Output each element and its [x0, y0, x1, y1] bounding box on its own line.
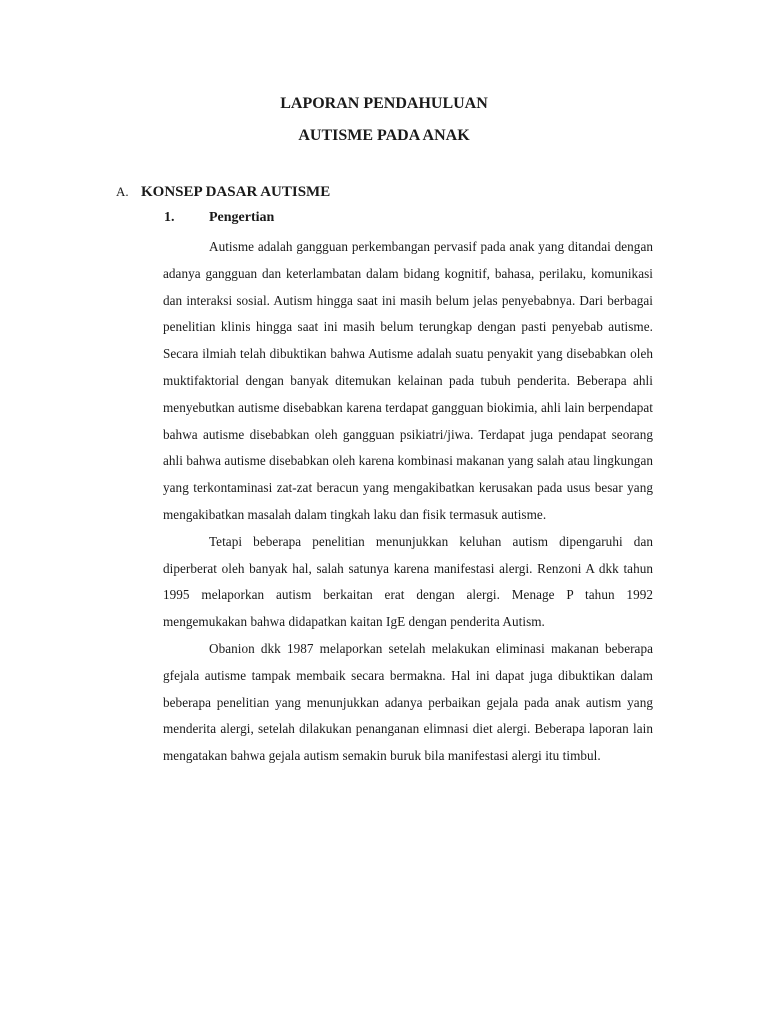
subsection-heading — [164, 208, 274, 228]
paragraph-2: Tetapi beberapa penelitian menunjukkan keluhan autism dipengaruhi dan diperberat oleh banyak hal, salah satunya karena manifestasi alergi. Renzoni A dkk tahun 1995 melaporkan autism berkaitan erat dengan alergi. Menage P tahun 1992 mengemukakan bahwa didapatkan kaitan IgE dengan penderita Autism. — [163, 533, 653, 630]
section-title: KONSEP DASAR AUTISME — [141, 184, 331, 200]
subsection-title: Pengertian — [209, 210, 275, 225]
section-heading — [116, 182, 330, 202]
subsection-number: 1. — [164, 210, 175, 225]
paragraph-1: Autisme adalah gangguan perkembangan pervasif pada anak yang ditandai dengan adanya gangguan dan keterlambatan dalam bidang kognitif, bahasa, perilaku, komunikasi dan interaksi sosial. Autism hingga saat ini masih belum jelas penyebabnya. Dari berbagai penelitian klinis hingga saat ini masih belum terungkap dengan pasti penyebab autisme. Secara ilmiah telah dibuktikan bahwa Autisme adalah suatu penyakit yang disebabkan oleh muktifaktorial dengan banyak ditemukan kelainan pada tubuh penderita. Beberapa ahli menyebutkan autisme disebabkan karena terdapat gangguan biokimia, ahli lain berpendapat bahwa autisme disebabkan oleh gangguan psikiatri/jiwa. Terdapat juga pendapat seorang ahli bahwa autisme disebabkan oleh karena kombinasi makanan yang salah atau lingkungan yang terkontaminasi zat-zat beracun yang mengakibatkan kerusakan pada usus besar yang mengakibatkan masalah dalam tingkah laku dan fisik termasuk autisme. — [163, 239, 653, 522]
body-text — [163, 234, 653, 770]
paragraph-3: Obanion dkk 1987 melaporkan setelah melakukan eliminasi makanan beberapa gfejala autisme tampak membaik secara bermakna. Hal ini dapat juga dibuktikan dalam beberapa penelitian yang menunjukkan adanya perbaikan gejala pada anak autism yang menderita alergi, setelah dilakukan penanganan elimnasi diet alergi. Beberapa laporan lain mengatakan bahwa gejala autism semakin buruk bila manifestasi alergi itu timbul. — [163, 640, 653, 764]
section-letter: A. — [116, 184, 129, 199]
document-subtitle: AUTISME PADA ANAK — [298, 127, 470, 144]
document-title: LAPORAN PENDAHULUAN — [280, 95, 488, 112]
